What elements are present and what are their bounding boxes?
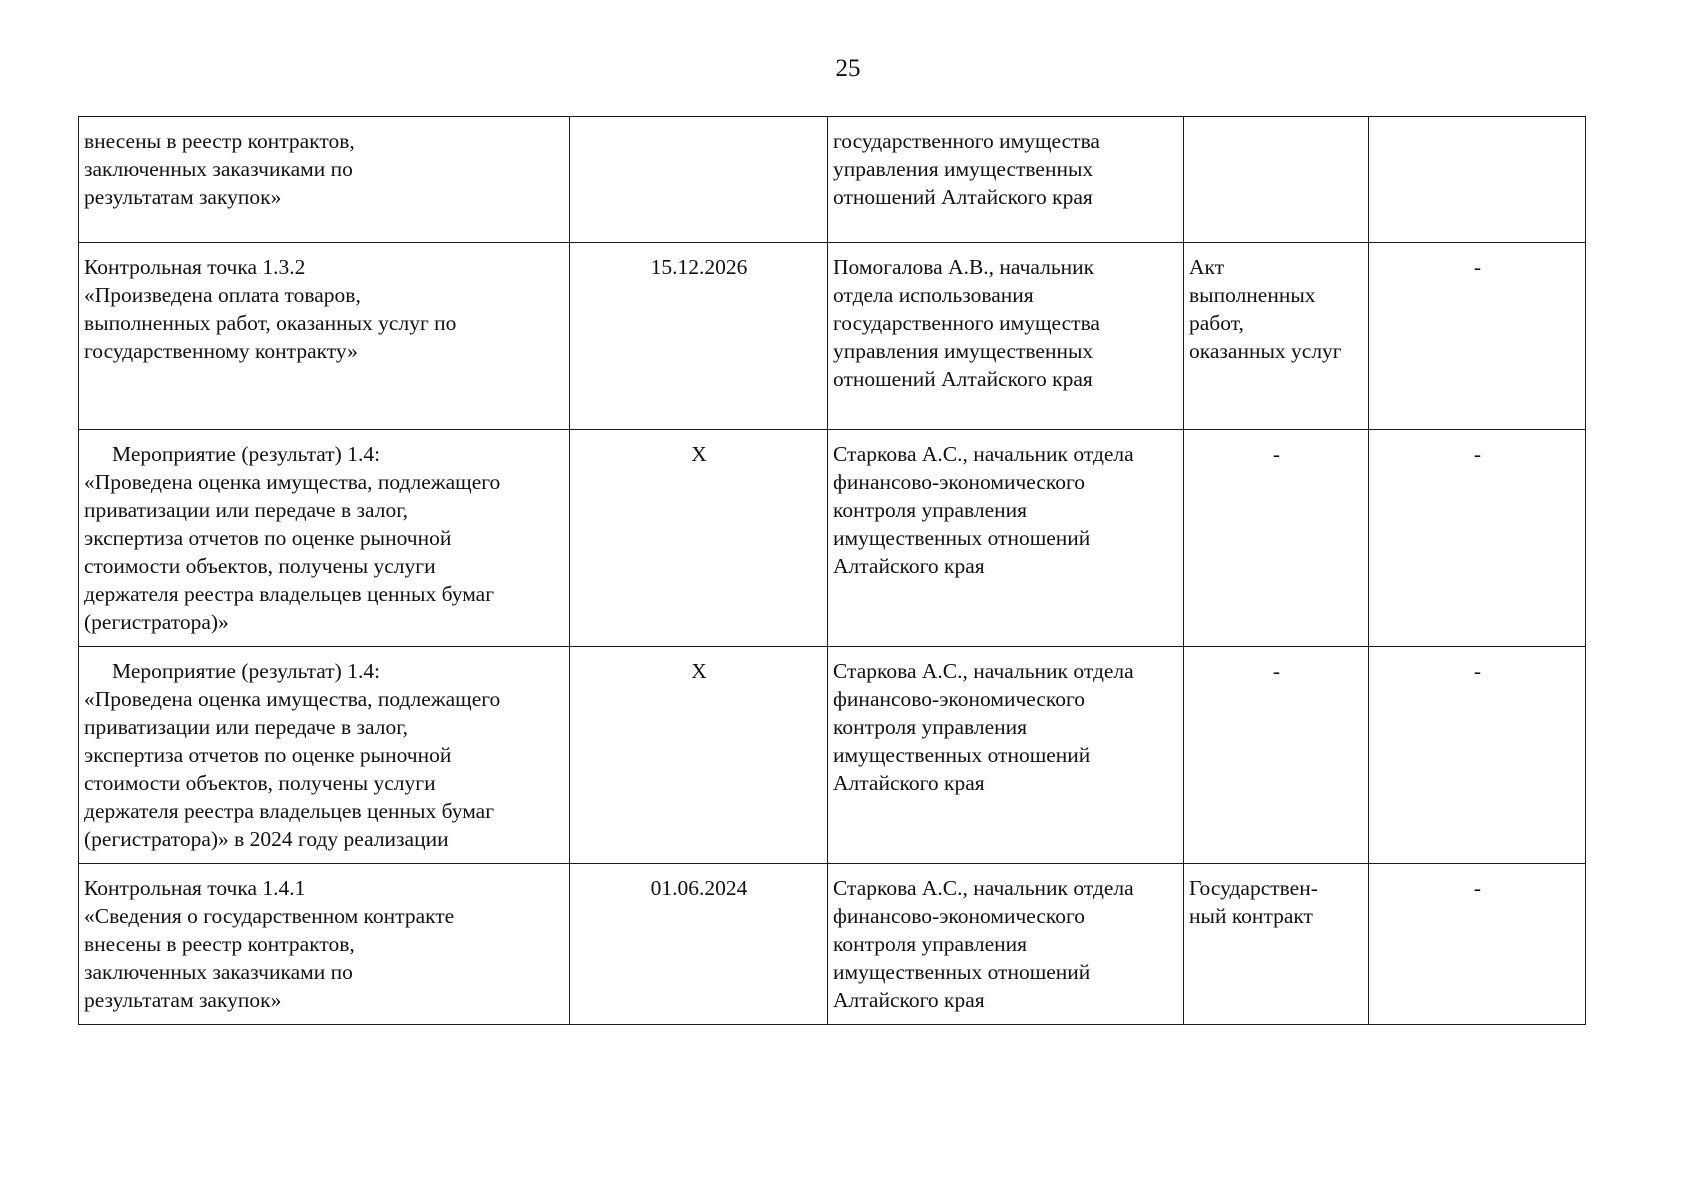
text-line: внесены в реестр контрактов, [84,932,355,956]
table-row [79,117,1586,243]
responsible-cell [828,117,1184,243]
text-line: имущественных отношений [833,960,1091,984]
text-line: контроля управления [833,932,1028,956]
text-line: держателя реестра владельцев ценных бумаг [84,582,495,606]
text-line: внесены в реестр контрактов, [84,129,355,153]
text-line: контроля управления [833,498,1028,522]
text-line: Акт [1189,255,1225,279]
text-line: «Произведена оплата товаров, [84,283,361,307]
text-line: отдела использования [833,283,1034,307]
event-name-cell [79,243,570,430]
text-line: - [1272,442,1281,466]
text-line: держателя реестра владельцев ценных бумаг [84,799,495,823]
text-line: результатам закупок» [84,988,282,1012]
date-cell: 15.12.2026 [570,243,828,430]
event-name-cell [79,117,570,243]
text-line: ный контракт [1189,904,1313,928]
text-line: финансово-экономического [833,904,1086,928]
text-line: отношений Алтайского края [833,367,1093,391]
text-line: отношений Алтайского края [833,185,1093,209]
table-row [79,430,1586,647]
text-line: Алтайского края [833,988,985,1012]
text-line: Контрольная точка 1.4.1 [84,876,306,900]
table-row [79,243,1586,430]
table-row [79,864,1586,1025]
text-line: приватизации или передаче в залог, [84,715,408,739]
text-line: заключенных заказчиками по [84,960,353,984]
text-line: Контрольная точка 1.3.2 [84,255,306,279]
date-cell: 01.06.2024 [570,864,828,1025]
text-line: экспертиза отчетов по оценке рыночной [84,743,452,767]
text-line: контроля управления [833,715,1028,739]
text-line: выполненных работ, оказанных услуг по [84,311,457,335]
document-cell [1184,864,1369,1025]
note-cell: - [1369,647,1586,864]
text-line: - [1272,659,1281,683]
text-line: имущественных отношений [833,526,1091,550]
text-line: Мероприятие (результат) 1.4: [112,659,381,683]
responsible-cell [828,430,1184,647]
text-line: «Сведения о государственном контракте [84,904,455,928]
text-line: результатам закупок» [84,185,282,209]
text-line: Старкова А.С., начальник отдела [833,659,1134,683]
note-cell: - [1369,430,1586,647]
text-line: «Проведена оценка имущества, подлежащего [84,687,501,711]
text-line: выполненных [1189,283,1316,307]
page-number: 25 [835,55,861,82]
text-line: имущественных отношений [833,743,1091,767]
date-cell: Х [570,647,828,864]
event-name-cell [79,430,570,647]
text-line: Старкова А.С., начальник отдела [833,442,1134,466]
document-cell [1184,117,1369,243]
date-cell [570,117,828,243]
table-row [79,647,1586,864]
text-line: оказанных услуг [1189,339,1342,363]
event-name-cell [79,864,570,1025]
note-cell: - [1369,864,1586,1025]
text-line: (регистратора)» в 2024 году реализации [84,827,449,851]
text-line: стоимости объектов, получены услуги [84,554,436,578]
text-line: управления имущественных [833,157,1094,181]
text-line: Старкова А.С., начальник отдела [833,876,1134,900]
event-name-cell [79,647,570,864]
responsible-cell [828,243,1184,430]
text-line: управления имущественных [833,339,1094,363]
text-line: работ, [1189,311,1244,335]
text-line: государственного имущества [833,311,1100,335]
text-line: государственному контракту» [84,339,358,363]
date-cell: Х [570,430,828,647]
note-cell: - [1369,243,1586,430]
text-line: Алтайского края [833,554,985,578]
text-line: заключенных заказчиками по [84,157,353,181]
document-cell [1184,647,1369,864]
text-line: «Проведена оценка имущества, подлежащего [84,470,501,494]
document-cell [1184,243,1369,430]
responsible-cell [828,864,1184,1025]
document-cell [1184,430,1369,647]
text-line: Помогалова А.В., начальник [833,255,1095,279]
text-line: экспертиза отчетов по оценке рыночной [84,526,452,550]
text-line: стоимости объектов, получены услуги [84,771,436,795]
text-line: финансово-экономического [833,687,1086,711]
text-line: приватизации или передаче в залог, [84,498,408,522]
text-line: государственного имущества [833,129,1100,153]
text-line: Алтайского края [833,771,985,795]
text-line: Мероприятие (результат) 1.4: [112,442,381,466]
text-line: Государствен- [1189,876,1318,900]
text-line: (регистратора)» [84,610,229,634]
text-line: финансово-экономического [833,470,1086,494]
note-cell [1369,117,1586,243]
plan-table [78,116,1586,1025]
responsible-cell [828,647,1184,864]
